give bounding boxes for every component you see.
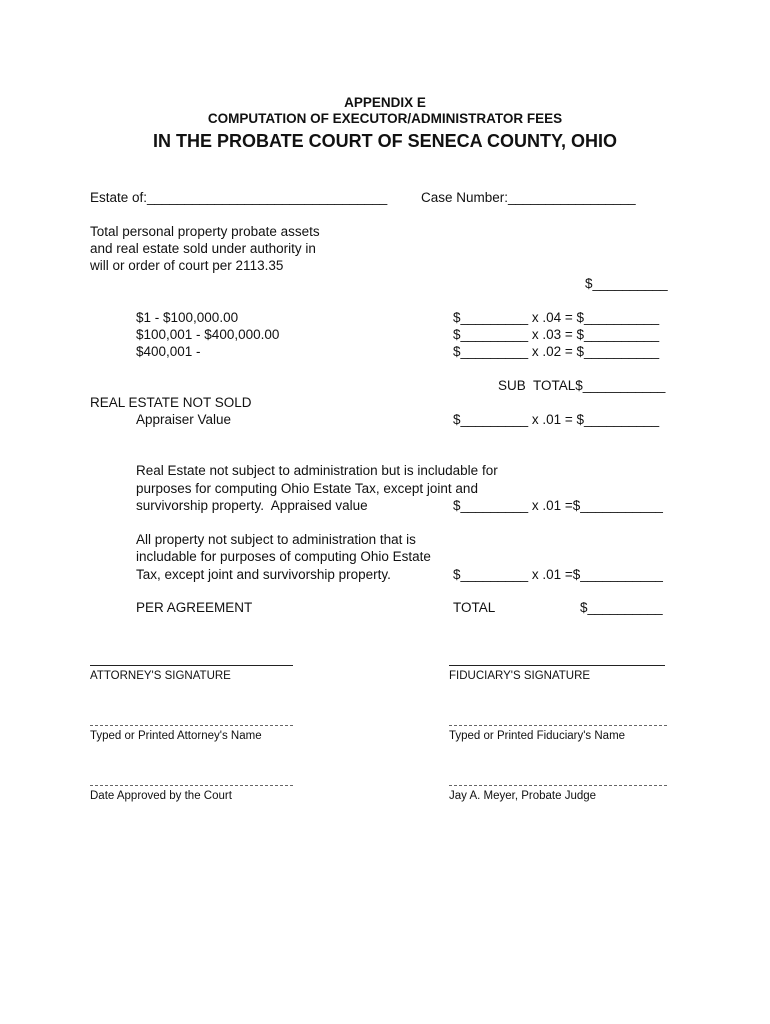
personal-property-total-field[interactable]: $__________ [585,276,668,291]
bracket-calc-field[interactable]: $_________ x .03 = $__________ [453,327,660,342]
bracket-range: $100,001 - $400,000.00 [136,327,280,342]
date-approved-line[interactable] [90,785,293,786]
not-subject-line-1: Real Estate not subject to administration but is includable for [136,463,498,478]
fiduciary-signature-line[interactable] [449,665,665,666]
appraiser-calc-field[interactable]: $_________ x .01 = $__________ [453,412,660,427]
personal-property-line-2: and real estate sold under authority in [90,241,316,256]
all-property-line-3: Tax, except joint and survivorship property. [136,567,391,582]
bracket-calc-field[interactable]: $_________ x .02 = $__________ [453,344,660,359]
case-number-field[interactable]: Case Number:_________________ [421,190,636,205]
judge-name-label: Jay A. Meyer, Probate Judge [449,790,597,802]
personal-property-line-3: will or order of court per 2113.35 [90,258,284,273]
date-approved-label: Date Approved by the Court [90,790,232,802]
fiduciary-signature-label: FIDUCIARY'S SIGNATURE [449,670,591,682]
attorney-name-line[interactable] [90,725,293,726]
court-title: IN THE PROBATE COURT OF SENECA COUNTY, OHIO [152,131,618,151]
attorney-signature-line[interactable] [90,665,293,666]
all-property-line-1: All property not subject to administration that is [136,532,416,547]
fiduciary-name-label: Typed or Printed Fiduciary's Name [449,730,626,742]
form-subtitle: COMPUTATION OF EXECUTOR/ADMINISTRATOR FEES [207,111,563,126]
appraiser-value-label: Appraiser Value [136,412,232,427]
attorney-name-label: Typed or Printed Attorney's Name [90,730,262,742]
real-estate-heading: REAL ESTATE NOT SOLD [90,395,252,410]
personal-property-line-1: Total personal property probate assets [90,224,320,239]
bracket-calc-field[interactable]: $_________ x .04 = $__________ [453,310,660,325]
bracket-range: $1 - $100,000.00 [136,310,239,325]
total-label: TOTAL [453,600,496,615]
estate-of-field[interactable]: Estate of:________________________________ [90,190,388,205]
judge-signature-line[interactable] [449,785,667,786]
attorney-signature-label: ATTORNEY'S SIGNATURE [90,670,231,682]
not-subject-line-3: survivorship property. Appraised value [136,498,368,513]
all-property-line-2: includable for purposes of computing Ohio Estate [136,549,431,564]
bracket-range: $400,001 - [136,344,201,359]
not-subject-calc-field[interactable]: $_________ x .01 =$___________ [453,498,663,513]
all-property-calc-field[interactable]: $_________ x .01 =$___________ [453,567,663,582]
appendix-label: APPENDIX E [344,95,426,110]
subtotal-field[interactable]: SUB TOTAL$___________ [498,378,666,393]
fiduciary-name-line[interactable] [449,725,667,726]
per-agreement-label: PER AGREEMENT [136,600,253,615]
total-field[interactable]: $__________ [580,600,663,615]
not-subject-line-2: purposes for computing Ohio Estate Tax, except joint and [136,481,478,496]
